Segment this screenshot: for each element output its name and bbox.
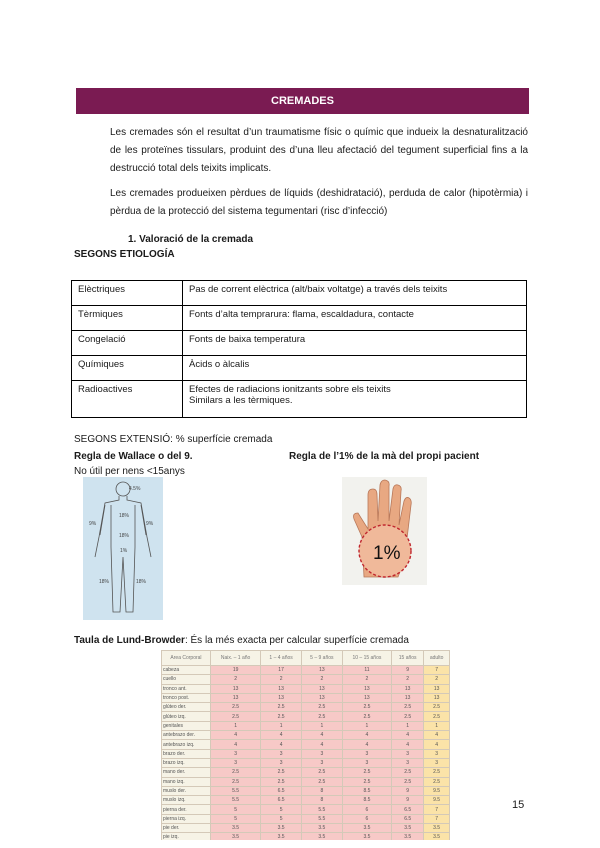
table-row — [162, 824, 450, 833]
table-header-cell: Area Corporal — [162, 651, 211, 666]
lund-caption-bold: Taula de Lund-Browder — [74, 635, 185, 646]
table-row-label: tronco ant. — [162, 684, 211, 693]
table-cell: 2 — [424, 675, 450, 684]
table-cell: 9.5 — [424, 796, 450, 805]
table-row — [162, 684, 450, 693]
etiology-desc: Àcids o àlcalis — [183, 356, 527, 381]
table-cell: 2 — [301, 675, 342, 684]
table-cell: 4 — [342, 731, 391, 740]
table-cell: 2.5 — [261, 703, 302, 712]
etiology-type: Elèctriques — [72, 281, 183, 306]
etiology-desc-line-2: Similars a les tèrmiques. — [189, 395, 293, 406]
table-cell: 2.5 — [392, 768, 424, 777]
table-cell: 4 — [261, 731, 302, 740]
table-row-label: pie izq. — [162, 833, 211, 840]
table-cell: 5 — [211, 814, 261, 823]
table-cell: 4 — [301, 731, 342, 740]
table-row — [72, 381, 527, 418]
table-cell: 1 — [342, 721, 391, 730]
etiology-desc: Fonts de baixa temperatura — [183, 331, 527, 356]
table-cell: 13 — [301, 684, 342, 693]
table-cell: 13 — [342, 693, 391, 702]
lund-browder-caption — [74, 635, 409, 646]
table-cell: 5 — [261, 814, 302, 823]
table-cell: 2.5 — [261, 768, 302, 777]
table-row-label: glúteo izq. — [162, 712, 211, 721]
table-cell: 4 — [424, 740, 450, 749]
table-cell: 4 — [211, 740, 261, 749]
table-cell: 2.5 — [261, 712, 302, 721]
table-cell: 2.5 — [342, 768, 391, 777]
intro-paragraph-2: Les cremades produeixen pèrdues de líquids (deshidratació), perduda de calor (hipotèrmia) i pèrdua de la protecció del sistema tegumentari (risc d’infecció) — [110, 188, 528, 217]
table-cell: 1 — [392, 721, 424, 730]
table-row — [72, 281, 527, 306]
table-row-label: antebrazo der. — [162, 731, 211, 740]
etiology-heading: SEGONS ETIOLOGÍA — [74, 249, 175, 260]
table-cell: 5.5 — [301, 814, 342, 823]
body-label: 18% — [119, 533, 130, 539]
table-cell: 8.5 — [342, 786, 391, 795]
table-row-label: pie der. — [162, 824, 211, 833]
table-cell: 3.5 — [211, 824, 261, 833]
table-cell: 3.5 — [392, 833, 424, 840]
table-row — [162, 786, 450, 795]
table-cell: 2.5 — [211, 777, 261, 786]
table-header-cell: 15 años — [392, 651, 424, 666]
table-row — [162, 796, 450, 805]
table-row-label: mano der. — [162, 768, 211, 777]
table-cell: 5 — [211, 805, 261, 814]
etiology-type: Congelació — [72, 331, 183, 356]
table-cell: 13 — [392, 684, 424, 693]
table-cell: 2.5 — [261, 777, 302, 786]
intro-paragraph-1: Les cremades són el resultat d’un traumatisme físic o químic que indueix la desnaturalització de les proteïnes tissulars, produint des d’una lleu afectació del tegument superficial fins a la destrucció total dels teixits implicats. — [110, 127, 528, 174]
table-cell: 2 — [392, 675, 424, 684]
table-cell: 2 — [342, 675, 391, 684]
table-cell: 3.5 — [424, 833, 450, 840]
page-number: 15 — [512, 799, 525, 811]
table-cell: 13 — [261, 693, 302, 702]
table-cell: 3.5 — [342, 824, 391, 833]
table-cell: 2.5 — [211, 768, 261, 777]
table-cell: 2.5 — [211, 712, 261, 721]
title-banner — [76, 88, 529, 114]
table-cell: 6.5 — [261, 786, 302, 795]
body-label: 9% — [89, 521, 97, 527]
wallace-title: Regla de Wallace o del 9. — [74, 451, 193, 462]
table-row-label: cabeza — [162, 666, 211, 675]
table-cell: 4 — [342, 740, 391, 749]
table-cell: 13 — [211, 693, 261, 702]
table-cell: 13 — [424, 693, 450, 702]
table-cell: 2.5 — [342, 703, 391, 712]
etiology-desc: Fonts d’alta temprarura: flama, escaldadura, contacte — [183, 306, 527, 331]
body-label: 4.5% — [129, 486, 141, 492]
table-row — [72, 356, 527, 381]
hand-icon — [342, 477, 427, 585]
table-row-label: muslo der. — [162, 786, 211, 795]
table-row — [162, 805, 450, 814]
table-cell: 6.5 — [392, 805, 424, 814]
table-cell: 3 — [211, 749, 261, 758]
table-row — [162, 675, 450, 684]
page-title: CREMADES — [271, 95, 334, 107]
table-cell: 3.5 — [211, 833, 261, 840]
table-row — [72, 331, 527, 356]
table-cell: 3 — [211, 758, 261, 767]
table-cell: 9 — [392, 786, 424, 795]
table-row — [72, 306, 527, 331]
table-cell: 1 — [301, 721, 342, 730]
table-cell: 13 — [392, 693, 424, 702]
etiology-type: Tèrmiques — [72, 306, 183, 331]
table-row-label: glúteo der. — [162, 703, 211, 712]
table-cell: 3 — [342, 758, 391, 767]
table-cell: 8 — [301, 786, 342, 795]
table-row — [162, 833, 450, 840]
table-cell: 1 — [211, 721, 261, 730]
body-label: 1% — [120, 548, 128, 554]
table-row — [162, 768, 450, 777]
hand-label: 1% — [373, 543, 401, 564]
table-row-label: brazo izq. — [162, 758, 211, 767]
table-row — [162, 712, 450, 721]
table-cell: 2.5 — [211, 703, 261, 712]
table-cell: 7 — [424, 814, 450, 823]
extension-heading: SEGONS EXTENSIÓ: % superfície cremada — [74, 434, 273, 445]
table-row-label: mano izq. — [162, 777, 211, 786]
table-cell: 8.5 — [342, 796, 391, 805]
table-cell: 6.5 — [392, 814, 424, 823]
table-cell: 1 — [424, 721, 450, 730]
table-cell: 9.5 — [424, 786, 450, 795]
table-cell: 2.5 — [342, 712, 391, 721]
table-row-label: cuello — [162, 675, 211, 684]
table-row — [162, 814, 450, 823]
table-header-cell: 5 – 9 años — [301, 651, 342, 666]
table-cell: 3.5 — [301, 824, 342, 833]
table-cell: 4 — [392, 740, 424, 749]
table-cell: 4 — [301, 740, 342, 749]
table-row-label: pierna der. — [162, 805, 211, 814]
table-cell: 2.5 — [424, 712, 450, 721]
table-cell: 6 — [342, 814, 391, 823]
table-cell: 2.5 — [301, 712, 342, 721]
table-cell: 3.5 — [301, 833, 342, 840]
table-row-label: tronco post. — [162, 693, 211, 702]
table-cell: 3.5 — [392, 824, 424, 833]
wallace-note: No útil per nens <15anys — [74, 466, 185, 477]
table-cell: 2.5 — [424, 768, 450, 777]
hand-figure — [342, 477, 427, 585]
table-header-cell: Naix. – 1 año — [211, 651, 261, 666]
body-label: 18% — [136, 579, 147, 585]
table-cell: 13 — [261, 684, 302, 693]
table-cell: 11 — [342, 666, 391, 675]
table-row — [162, 740, 450, 749]
table-row — [162, 721, 450, 730]
body-label: 9% — [146, 521, 154, 527]
table-cell: 4 — [424, 731, 450, 740]
table-cell: 2.5 — [392, 712, 424, 721]
table-cell: 2.5 — [392, 703, 424, 712]
etiology-desc-line-1: Efectes de radiacions ionitzants sobre els teixits — [189, 384, 391, 395]
table-header-cell: 1 – 4 años — [261, 651, 302, 666]
table-cell: 5.5 — [211, 786, 261, 795]
table-cell: 2.5 — [301, 777, 342, 786]
table-cell: 3 — [424, 758, 450, 767]
table-cell: 3 — [301, 749, 342, 758]
table-cell: 4 — [261, 740, 302, 749]
table-cell: 9 — [392, 666, 424, 675]
etiology-table — [71, 280, 527, 418]
etiology-desc — [183, 381, 527, 418]
table-row-label: brazo der. — [162, 749, 211, 758]
table-cell: 7 — [424, 666, 450, 675]
table-row — [162, 703, 450, 712]
table-cell: 4 — [392, 731, 424, 740]
table-cell: 3 — [424, 749, 450, 758]
wallace-body-figure — [83, 477, 163, 620]
etiology-desc: Pas de corrent elèctrica (alt/baix voltatge) a través dels teixits — [183, 281, 527, 306]
table-cell: 2.5 — [301, 703, 342, 712]
table-row — [162, 731, 450, 740]
table-cell: 13 — [301, 666, 342, 675]
table-cell: 6 — [342, 805, 391, 814]
table-row — [162, 693, 450, 702]
table-cell: 2.5 — [342, 777, 391, 786]
table-cell: 2 — [261, 675, 302, 684]
table-row — [162, 749, 450, 758]
table-cell: 3.5 — [342, 833, 391, 840]
table-cell: 3 — [261, 749, 302, 758]
table-cell: 5 — [261, 805, 302, 814]
table-cell: 19 — [211, 666, 261, 675]
table-row-label: antebrazo izq. — [162, 740, 211, 749]
table-cell: 5.5 — [211, 796, 261, 805]
table-row — [162, 666, 450, 675]
table-cell: 13 — [424, 684, 450, 693]
table-header-cell: adulto — [424, 651, 450, 666]
table-cell: 3 — [261, 758, 302, 767]
table-cell: 8 — [301, 796, 342, 805]
body-label: 18% — [119, 513, 130, 519]
table-row-label: muslo izq. — [162, 796, 211, 805]
table-row-label: pierna izq. — [162, 814, 211, 823]
table-cell: 4 — [211, 731, 261, 740]
table-cell: 3 — [301, 758, 342, 767]
table-cell: 3.5 — [261, 833, 302, 840]
table-cell: 2 — [211, 675, 261, 684]
table-row — [162, 758, 450, 767]
table-cell: 3 — [342, 749, 391, 758]
table-cell: 13 — [211, 684, 261, 693]
lund-browder-table-image — [161, 650, 450, 840]
table-cell: 7 — [424, 805, 450, 814]
lund-browder-table — [161, 650, 450, 840]
lund-caption-rest: : És la més exacta per calcular superfície cremada — [184, 635, 409, 646]
table-cell: 3.5 — [424, 824, 450, 833]
table-cell: 1 — [261, 721, 302, 730]
table-cell: 3.5 — [261, 824, 302, 833]
table-cell: 9 — [392, 796, 424, 805]
table-header-row — [162, 651, 450, 666]
table-cell: 3 — [392, 749, 424, 758]
table-cell: 13 — [342, 684, 391, 693]
body-outline-icon — [83, 477, 163, 620]
table-cell: 13 — [301, 693, 342, 702]
table-cell: 2.5 — [424, 703, 450, 712]
table-cell: 2.5 — [301, 768, 342, 777]
section-heading: 1. Valoració de la cremada — [128, 234, 254, 245]
etiology-type: Radioactives — [72, 381, 183, 418]
table-cell: 2.5 — [424, 777, 450, 786]
table-row-label: genitales — [162, 721, 211, 730]
one-percent-title: Regla de l’1% de la mà del propi pacient — [289, 451, 480, 462]
table-row — [162, 777, 450, 786]
table-cell: 2.5 — [392, 777, 424, 786]
table-cell: 5.5 — [301, 805, 342, 814]
table-cell: 6.5 — [261, 796, 302, 805]
body-label: 18% — [99, 579, 110, 585]
table-cell: 3 — [392, 758, 424, 767]
table-cell: 17 — [261, 666, 302, 675]
etiology-type: Químiques — [72, 356, 183, 381]
table-header-cell: 10 – 15 años — [342, 651, 391, 666]
